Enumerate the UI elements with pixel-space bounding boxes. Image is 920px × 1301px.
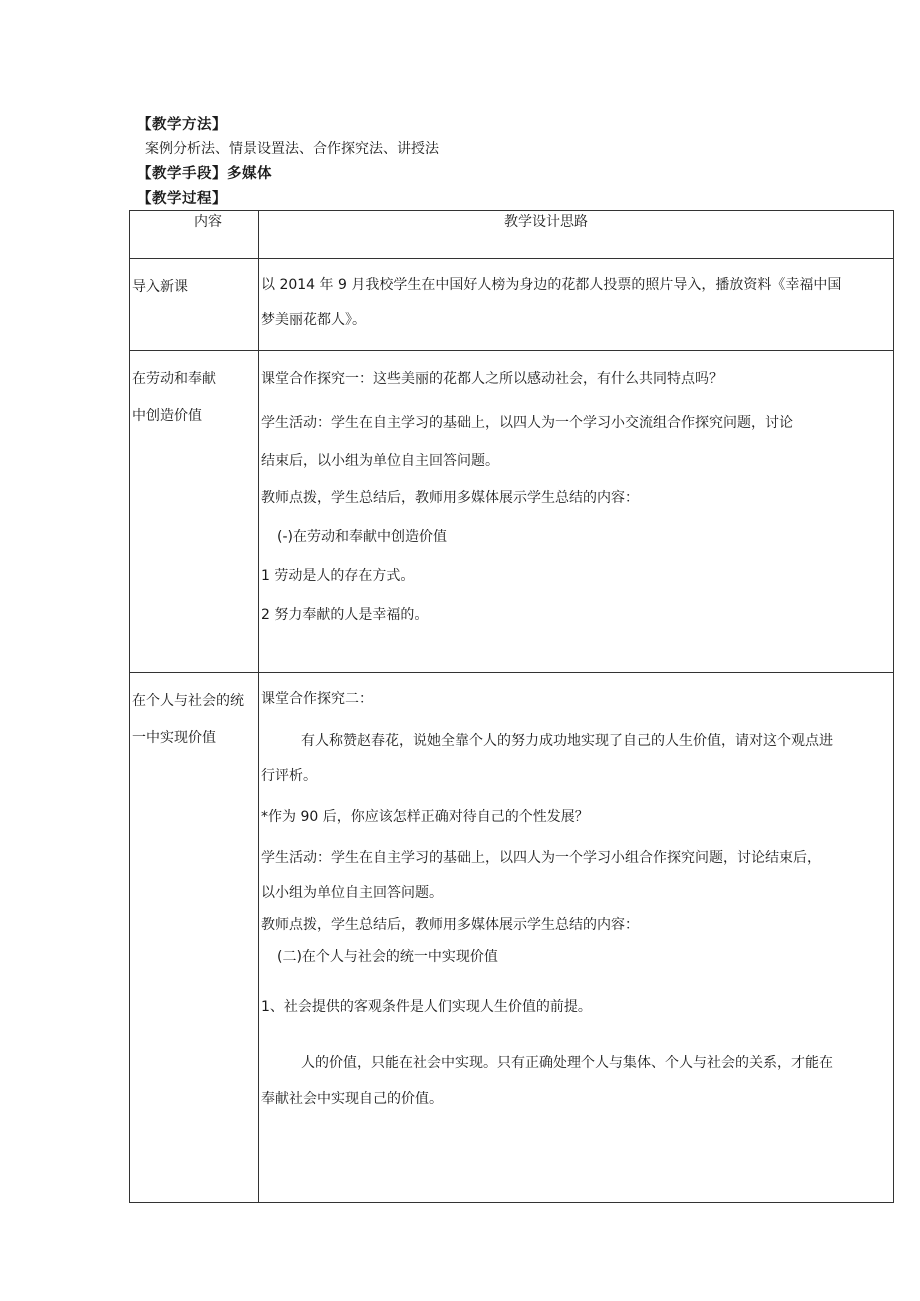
teaching-process-heading: 【教学过程】 (137, 191, 227, 207)
design-line: 1 劳动是人的存在方式。 (261, 568, 415, 584)
content-line: 在个人与社会的统 (132, 693, 244, 709)
design-line: 有人称赞赵春花，说她全靠个人的努力成功地实现了自己的人生价值，请对这个观点进 (301, 733, 833, 749)
design-line: (-)在劳动和奉献中创造价值 (277, 529, 447, 545)
design-line: 以 2014 年 9 月我校学生在中国好人榜为身边的花都人投票的照片导入，播放资料《幸福中国 (261, 277, 842, 293)
design-line: 人的价值，只能在社会中实现。只有正确处理个人与集体、个人与社会的关系，才能在 (301, 1055, 833, 1071)
design-line: 教师点拨，学生总结后，教师用多媒体展示学生总结的内容： (261, 917, 639, 933)
design-line: (二)在个人与社会的统一中实现价值 (277, 949, 498, 965)
row-content-cell (130, 673, 259, 1203)
row-design-cell (259, 351, 894, 673)
content-line: 在劳动和奉献 (132, 371, 216, 387)
header-design: 教学设计思路 (259, 211, 894, 259)
design-line: 梦美丽花都人》。 (261, 312, 366, 328)
design-line: 以小组为单位自主回答问题。 (261, 885, 443, 901)
content-line: 导入新课 (132, 279, 188, 295)
row-content-cell (130, 259, 259, 351)
teaching-means-heading: 【教学手段】多媒体 (137, 166, 272, 182)
header-content: 内容 (130, 211, 259, 259)
design-line: 学生活动：学生在自主学习的基础上，以四人为一个学习小交流组合作探究问题，讨论 (261, 415, 793, 431)
design-line: 学生活动：学生在自主学习的基础上，以四人为一个学习小组合作探究问题，讨论结束后， (261, 850, 821, 866)
design-line: 课堂合作探究一：这些美丽的花都人之所以感动社会，有什么共同特点吗？ (261, 371, 723, 387)
design-line: 2 努力奉献的人是幸福的。 (261, 607, 429, 623)
design-line: 奉献社会中实现自己的价值。 (261, 1091, 443, 1107)
teaching-methods-text: 案例分析法、情景设置法、合作探究法、讲授法 (145, 141, 439, 157)
teaching-method-heading: 【教学方法】 (137, 117, 227, 133)
row-content-cell (130, 351, 259, 673)
table-row (130, 259, 894, 351)
content-line: 一中实现价值 (132, 730, 216, 746)
table-row (130, 351, 894, 673)
design-line: 教师点拨，学生总结后，教师用多媒体展示学生总结的内容： (261, 490, 639, 506)
design-line: 课堂合作探究二： (261, 691, 373, 707)
teaching-process-table (129, 210, 894, 1203)
design-line: 行评析。 (261, 768, 317, 784)
design-line: *作为 90 后，你应该怎样正确对待自己的个性发展？ (261, 809, 589, 825)
row-design-cell (259, 673, 894, 1203)
content-line: 中创造价值 (132, 408, 202, 424)
table-row (130, 673, 894, 1203)
table-header-row (130, 211, 894, 259)
design-line: 结束后，以小组为单位自主回答问题。 (261, 453, 499, 469)
row-design-cell (259, 259, 894, 351)
design-line: 1、社会提供的客观条件是人们实现人生价值的前提。 (261, 999, 592, 1015)
